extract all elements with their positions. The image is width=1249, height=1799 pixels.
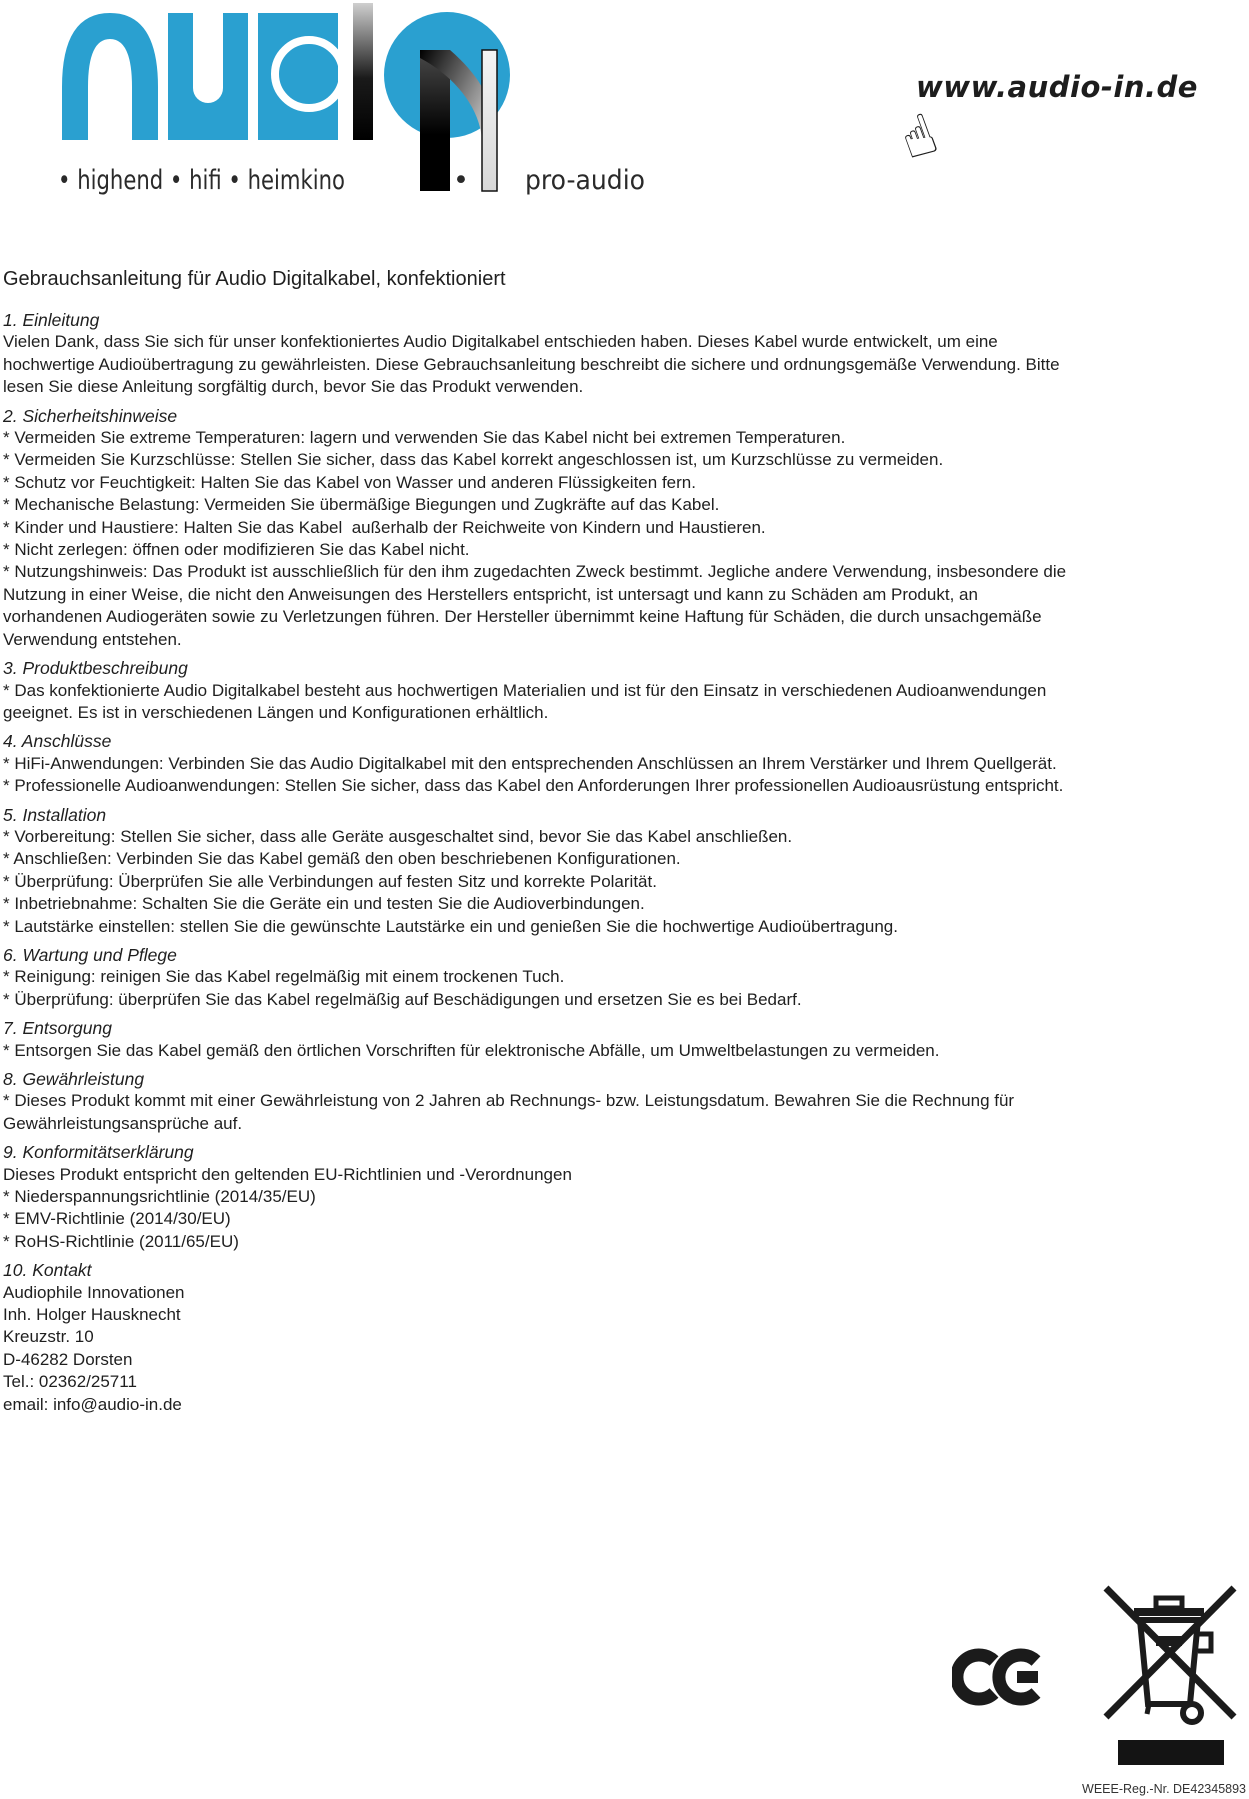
text-line: * EMV-Richtlinie (2014/30/EU) bbox=[3, 1209, 231, 1229]
text-line: * Schutz vor Feuchtigkeit: Halten Sie das Kabel von Wasser und anderen Flüssigkeiten fern. bbox=[3, 472, 696, 492]
text-line: * Niederspannungsrichtlinie (2014/35/EU) bbox=[3, 1187, 316, 1207]
text-line: Dieses Produkt entspricht den geltenden EU-Richtlinien und -Verordnungen bbox=[3, 1164, 572, 1184]
logo-tagline-right: pro-audio bbox=[525, 165, 645, 196]
doc-section bbox=[3, 730, 1246, 797]
audio-in-logo bbox=[55, 2, 655, 198]
text-line: geeignet. Es ist in verschiedenen Längen und Konfigurationen erhältlich. bbox=[3, 702, 549, 722]
section-heading: 6. Wartung und Pflege bbox=[3, 944, 177, 965]
doc-section bbox=[3, 1259, 1246, 1416]
weee-registration-number: WEEE-Reg.-Nr. DE42345893 bbox=[1082, 1782, 1246, 1796]
text-line: * Vermeiden Sie Kurzschlüsse: Stellen Sie sicher, dass das Kabel korrekt angeschlossen ist, um Kurzschlüsse zu vermeiden. bbox=[3, 450, 944, 470]
text-line: email: info@audio-in.de bbox=[3, 1394, 182, 1414]
section-heading: 7. Entsorgung bbox=[3, 1018, 112, 1039]
text-line: * Nicht zerlegen: öffnen oder modifizieren Sie das Kabel nicht. bbox=[3, 540, 470, 560]
doc-section bbox=[3, 1017, 1246, 1062]
text-line: Audiophile Innovationen bbox=[3, 1282, 185, 1302]
document-title: Gebrauchsanleitung für Audio Digitalkabel, konfektioniert bbox=[3, 268, 506, 290]
text-line: * Überprüfung: Überprüfen Sie alle Verbindungen auf festen Sitz und korrekte Polarität. bbox=[3, 871, 657, 891]
doc-section bbox=[3, 804, 1246, 938]
text-line: * Inbetriebnahme: Schalten Sie die Geräte ein und testen Sie die Audioverbindungen. bbox=[3, 894, 645, 914]
section-heading: 9. Konformitätserklärung bbox=[3, 1142, 194, 1163]
text-line: * Mechanische Belastung: Vermeiden Sie übermäßige Biegungen und Zugkräfte auf das Kabel. bbox=[3, 495, 720, 515]
doc-section bbox=[3, 657, 1246, 724]
text-line: Vielen Dank, dass Sie sich für unser konfektioniertes Audio Digitalkabel entschieden haben. Dieses Kabel wurde entwickelt, um eine bbox=[3, 332, 998, 352]
text-line: * Vorbereitung: Stellen Sie sicher, dass alle Geräte ausgeschaltet sind, bevor Sie das Kabel anschließen. bbox=[3, 826, 793, 846]
section-heading: 10. Kontakt bbox=[3, 1260, 92, 1281]
text-line: Inh. Holger Hausknecht bbox=[3, 1305, 181, 1325]
section-heading: 3. Produktbeschreibung bbox=[3, 658, 188, 679]
text-line: * Vermeiden Sie extreme Temperaturen: lagern und verwenden Sie das Kabel nicht bei extremen Temperaturen. bbox=[3, 428, 846, 448]
website-url: www.audio-in.de bbox=[916, 70, 1198, 104]
text-line: Kreuzstr. 10 bbox=[3, 1327, 94, 1347]
pointing-hand-icon: ☝ bbox=[891, 101, 947, 174]
section-heading: 8. Gewährleistung bbox=[3, 1069, 145, 1089]
text-line: * RoHS-Richtlinie (2011/65/EU) bbox=[3, 1231, 239, 1251]
text-line: Gewährleistungsansprüche auf. bbox=[3, 1113, 243, 1133]
weee-bin bbox=[1134, 1598, 1211, 1722]
logo-letter-i bbox=[353, 3, 373, 140]
section-heading: 4. Anschlüsse bbox=[3, 731, 112, 752]
ce-mark-icon bbox=[952, 1646, 1044, 1708]
doc-section bbox=[3, 309, 1246, 399]
logo-letter-a bbox=[62, 13, 158, 140]
text-line: D-46282 Dorsten bbox=[3, 1349, 133, 1369]
doc-section bbox=[3, 1068, 1246, 1135]
logo-tagline-bullet: • bbox=[453, 165, 469, 196]
doc-section bbox=[3, 944, 1246, 1011]
text-line: hochwertige Audioübertragung zu gewährleisten. Diese Gebrauchsanleitung beschreibt die sichere und ordnungsgemäße Verwendung. Bitte bbox=[3, 354, 1060, 374]
sections-container bbox=[3, 309, 1246, 1416]
logo-tagline-left: • highend • hifi • heimkino bbox=[58, 165, 345, 196]
logo-letter-u bbox=[168, 7, 248, 140]
section-heading: 1. Einleitung bbox=[3, 310, 100, 330]
text-line: Verwendung entstehen. bbox=[3, 629, 182, 649]
text-line: lesen Sie diese Anleitung sorgfältig durch, bevor Sie das Produkt verwenden. bbox=[3, 377, 584, 397]
text-line: * Überprüfung: überprüfen Sie das Kabel regelmäßig auf Beschädigungen und ersetzen Sie es bei Bedarf. bbox=[3, 989, 802, 1009]
text-line: * Das konfektionierte Audio Digitalkabel besteht aus hochwertigen Materialien und ist für den Einsatz in verschiedenen Audioanwendungen bbox=[3, 680, 1047, 700]
text-line: vorhandenen Audiogeräten sowie zu Verletzungen führen. Der Hersteller übernimmt keine Haftung für Schäden, die durch unsachgemäße bbox=[3, 607, 1042, 627]
logo-letter-d bbox=[258, 13, 343, 140]
weee-crossed-bin-icon bbox=[1092, 1582, 1242, 1782]
text-line: * Dieses Produkt kommt mit einer Gewährleistung von 2 Jahren ab Rechnungs- bzw. Leistungsdatum. Bewahren Sie die Rechnung für bbox=[3, 1091, 1015, 1111]
text-line: * Entsorgen Sie das Kabel gemäß den örtlichen Vorschriften für elektronische Abfälle, um Umweltbelastungen zu vermeiden. bbox=[3, 1040, 940, 1060]
text-line: * Nutzungshinweis: Das Produkt ist ausschließlich für den ihm zugedachten Zweck bestimmt. Jegliche andere Verwendung, insbesondere die bbox=[3, 562, 1067, 582]
text-line: * HiFi-Anwendungen: Verbinden Sie das Audio Digitalkabel mit den entsprechenden Anschlüssen an Ihrem Verstärker und Ihrem Quellgerät. bbox=[3, 753, 1057, 773]
text-line: * Reinigung: reinigen Sie das Kabel regelmäßig mit einem trockenen Tuch. bbox=[3, 967, 565, 987]
text-line: * Kinder und Haustiere: Halten Sie das Kabel außerhalb der Reichweite von Kindern und Haustieren. bbox=[3, 517, 766, 537]
section-heading: 2. Sicherheitshinweise bbox=[3, 405, 178, 426]
section-heading: 5. Installation bbox=[3, 804, 107, 825]
text-line: * Anschließen: Verbinden Sie das Kabel gemäß den oben beschriebenen Konfigurationen. bbox=[3, 849, 681, 869]
doc-section bbox=[3, 405, 1246, 651]
text-line: * Professionelle Audioanwendungen: Stellen Sie sicher, dass das Kabel den Anforderungen Ihrer professionellen Audioausrüstung entspricht. bbox=[3, 776, 1064, 796]
document-body bbox=[3, 266, 1246, 1416]
text-line: Tel.: 02362/25711 bbox=[3, 1372, 137, 1392]
text-line: * Lautstärke einstellen: stellen Sie die gewünschte Lautstärke ein und genießen Sie die hochwertige Audioübertragung. bbox=[3, 916, 898, 936]
doc-section bbox=[3, 1141, 1246, 1253]
weee-solid-bar bbox=[1118, 1740, 1224, 1765]
text-line: Nutzung in einer Weise, die nicht den Anweisungen des Herstellers entspricht, ist untersagt und kann zu Schäden am Produkt, an bbox=[3, 584, 978, 604]
